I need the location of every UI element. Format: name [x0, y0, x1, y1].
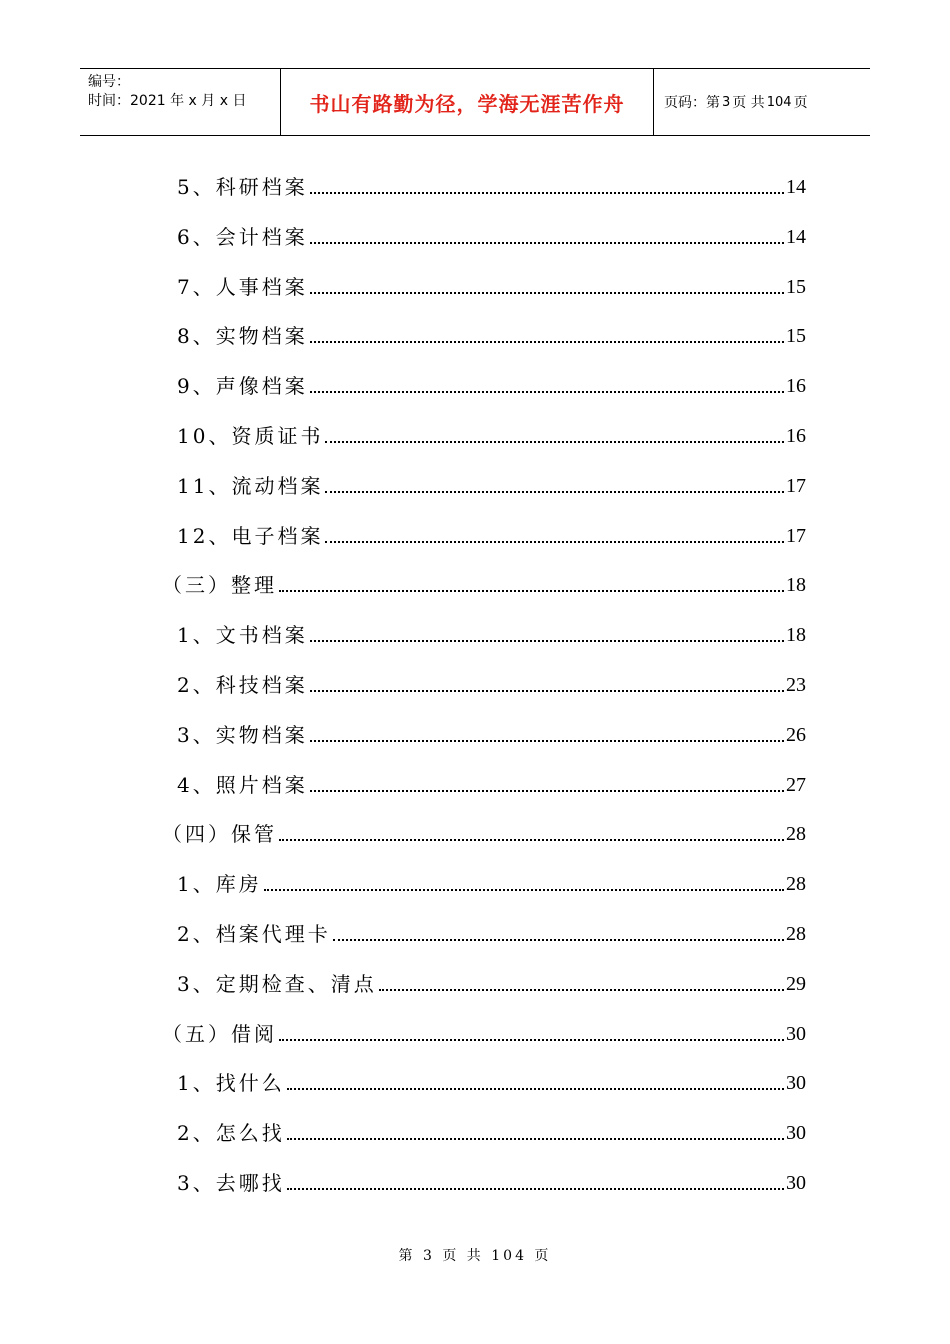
toc-entry-label: 8、实物档案 [177, 324, 308, 348]
toc-entry-label: 7、人事档案 [177, 275, 308, 299]
toc-entry-page: 26 [786, 724, 806, 746]
toc-leader-dots [310, 740, 784, 742]
toc-entry[interactable] [177, 417, 806, 449]
toc-entry-page: 15 [786, 276, 806, 298]
toc-entry-page: 29 [786, 973, 806, 995]
toc-entry-page: 28 [786, 823, 806, 845]
toc-entry-page: 28 [786, 923, 806, 945]
toc-entry[interactable] [162, 815, 806, 847]
toc-entry[interactable] [177, 915, 806, 947]
toc-entry[interactable] [177, 517, 806, 549]
toc-leader-dots [287, 1088, 784, 1090]
toc-leader-dots [287, 1188, 784, 1190]
toc-entry-page: 18 [786, 624, 806, 646]
toc-leader-dots [279, 590, 784, 592]
toc-entry-label: 2、怎么找 [177, 1121, 285, 1145]
page-footer: 第 3 页 共 104 页 [398, 1248, 552, 1264]
toc-leader-dots [310, 242, 784, 244]
toc-entry[interactable] [177, 666, 806, 698]
toc-entry-label: 3、去哪找 [177, 1171, 285, 1195]
toc-entry[interactable] [177, 317, 806, 349]
toc-entry[interactable] [177, 367, 806, 399]
toc-leader-dots [310, 640, 784, 642]
toc-entry-label: 2、档案代理卡 [177, 922, 331, 946]
toc-entry-page: 17 [786, 475, 806, 497]
toc-leader-dots [325, 491, 784, 493]
toc-entry-label: 11、流动档案 [177, 474, 324, 498]
toc-entry-label: 4、照片档案 [177, 773, 308, 797]
toc-leader-dots [264, 889, 784, 891]
toc-entry-page: 27 [786, 774, 806, 796]
toc-entry[interactable] [177, 965, 806, 997]
header-motto: 书山有路勤为径，学海无涯苦作舟 [281, 69, 654, 135]
toc-entry-label: 2、科技档案 [177, 673, 308, 697]
toc-entry-page: 30 [786, 1072, 806, 1094]
toc-entry-page: 14 [786, 226, 806, 248]
toc-entry[interactable] [177, 467, 806, 499]
page-total: 104 [766, 94, 792, 110]
toc-leader-dots [310, 790, 784, 792]
toc-entry-label: 3、定期检查、清点 [177, 972, 377, 996]
toc-leader-dots [325, 541, 784, 543]
toc-entry[interactable] [177, 218, 806, 250]
toc-entry[interactable] [177, 865, 806, 897]
toc-entry-label: 10、资质证书 [177, 424, 324, 448]
toc-entry-label: 1、找什么 [177, 1071, 285, 1095]
page-mid: 页 共 [732, 95, 765, 111]
toc-leader-dots [310, 690, 784, 692]
toc-leader-dots [287, 1138, 784, 1140]
toc-entry[interactable] [162, 566, 806, 598]
toc-entry-page: 30 [786, 1122, 806, 1144]
toc-entry-page: 30 [786, 1023, 806, 1045]
toc-entry-label: （四）保管 [162, 822, 277, 846]
code-label: 编号： [88, 74, 130, 90]
header-meta [80, 69, 281, 135]
toc-entry-page: 14 [786, 176, 806, 198]
header-page-number [654, 69, 870, 135]
toc-entry-label: 6、会计档案 [177, 225, 308, 249]
toc-entry[interactable] [177, 1114, 806, 1146]
toc-entry-label: 1、库房 [177, 872, 262, 896]
toc-leader-dots [279, 839, 784, 841]
toc-entry[interactable] [177, 1164, 806, 1196]
page-prefix: 页码：第 [664, 95, 720, 111]
toc-entry-page: 17 [786, 525, 806, 547]
toc-leader-dots [325, 441, 784, 443]
toc-leader-dots [333, 939, 784, 941]
toc-leader-dots [310, 391, 784, 393]
toc-entry-page: 16 [786, 375, 806, 397]
toc-entry-label: （三）整理 [162, 573, 277, 597]
toc-entry[interactable] [177, 268, 806, 300]
toc-entry-page: 28 [786, 873, 806, 895]
toc-entry[interactable] [162, 1015, 806, 1047]
time-label: 时间：2021 年 x 月 x 日 [88, 93, 247, 109]
toc-leader-dots [310, 292, 784, 294]
toc-entry[interactable] [177, 616, 806, 648]
page-current: 3 [722, 94, 731, 110]
toc-entry-page: 18 [786, 574, 806, 596]
toc-entry-page: 16 [786, 425, 806, 447]
toc-leader-dots [279, 1039, 784, 1041]
toc-entry-label: 5、科研档案 [177, 175, 308, 199]
toc-entry-label: 3、实物档案 [177, 723, 308, 747]
toc-leader-dots [379, 989, 784, 991]
page-header [80, 68, 870, 136]
page-suffix: 页 [793, 95, 808, 111]
toc-entry[interactable] [177, 766, 806, 798]
toc-entry-page: 15 [786, 325, 806, 347]
toc-entry-label: 9、声像档案 [177, 374, 308, 398]
toc-entry-label: 1、文书档案 [177, 623, 308, 647]
toc-leader-dots [310, 341, 784, 343]
toc-entry[interactable] [177, 168, 806, 200]
toc-entry-page: 23 [786, 674, 806, 696]
toc-leader-dots [310, 192, 784, 194]
toc-entry[interactable] [177, 1064, 806, 1096]
toc-entry-page: 30 [786, 1172, 806, 1194]
toc-entry-label: （五）借阅 [162, 1022, 277, 1046]
toc-entry-label: 12、电子档案 [177, 524, 324, 548]
toc-entry[interactable] [177, 716, 806, 748]
